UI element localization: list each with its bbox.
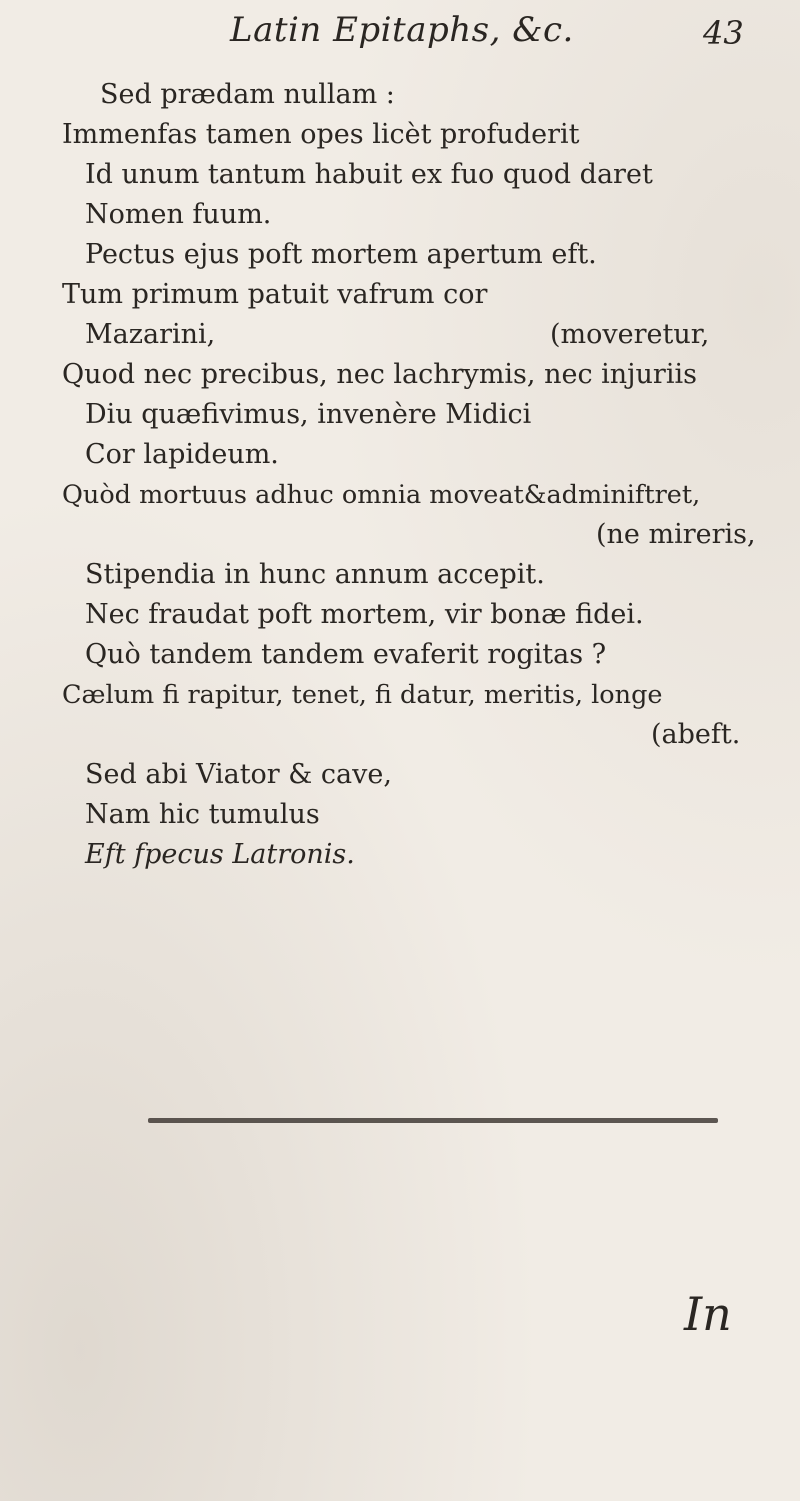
- text-line: Nec fraudat poft mortem, vir bonæ fidei.: [85, 599, 644, 630]
- text-line: Eft fpecus Latronis.: [85, 839, 355, 870]
- text-line: Sed abi Viator & cave,: [85, 759, 392, 790]
- text-line: (abeft.: [651, 719, 741, 750]
- text-line: Immenfas tamen opes licèt profuderit: [62, 119, 580, 150]
- text-line: Cor lapideum.: [85, 439, 279, 470]
- running-head-title: Latin Epitaphs, &c.: [230, 10, 574, 50]
- text-line: Quò tandem tandem evaferit rogitas ?: [85, 639, 607, 670]
- section-rule: [148, 1118, 718, 1123]
- text-line: Pectus ejus poft mortem apertum eft.: [85, 239, 597, 270]
- text-line: Quod nec precibus, nec lachrymis, nec injuriis: [62, 359, 697, 390]
- text-line: Sed prædam nullam :: [100, 79, 395, 110]
- text-line: Quòd mortuus adhuc omnia moveat&adminiftret,: [62, 480, 701, 510]
- text-line: Cælum fi rapitur, tenet, fi datur, meritis, longe: [62, 680, 663, 710]
- page-number: 43: [703, 14, 744, 52]
- text-line: Diu quæfivimus, invenère Midici: [85, 399, 532, 430]
- text-line: Nam hic tumulus: [85, 799, 320, 830]
- text-line: Tum primum patuit vafrum cor: [62, 279, 488, 310]
- text-line: Id unum tantum habuit ex fuo quod daret: [85, 159, 653, 190]
- text-line: (ne mireris,: [596, 519, 756, 550]
- catchword: In: [684, 1287, 732, 1341]
- text-line: (moveretur,: [550, 319, 710, 350]
- text-line: Mazarini,: [85, 319, 216, 350]
- text-line: Nomen fuum.: [85, 199, 272, 230]
- text-line: Stipendia in hunc annum accepit.: [85, 559, 545, 590]
